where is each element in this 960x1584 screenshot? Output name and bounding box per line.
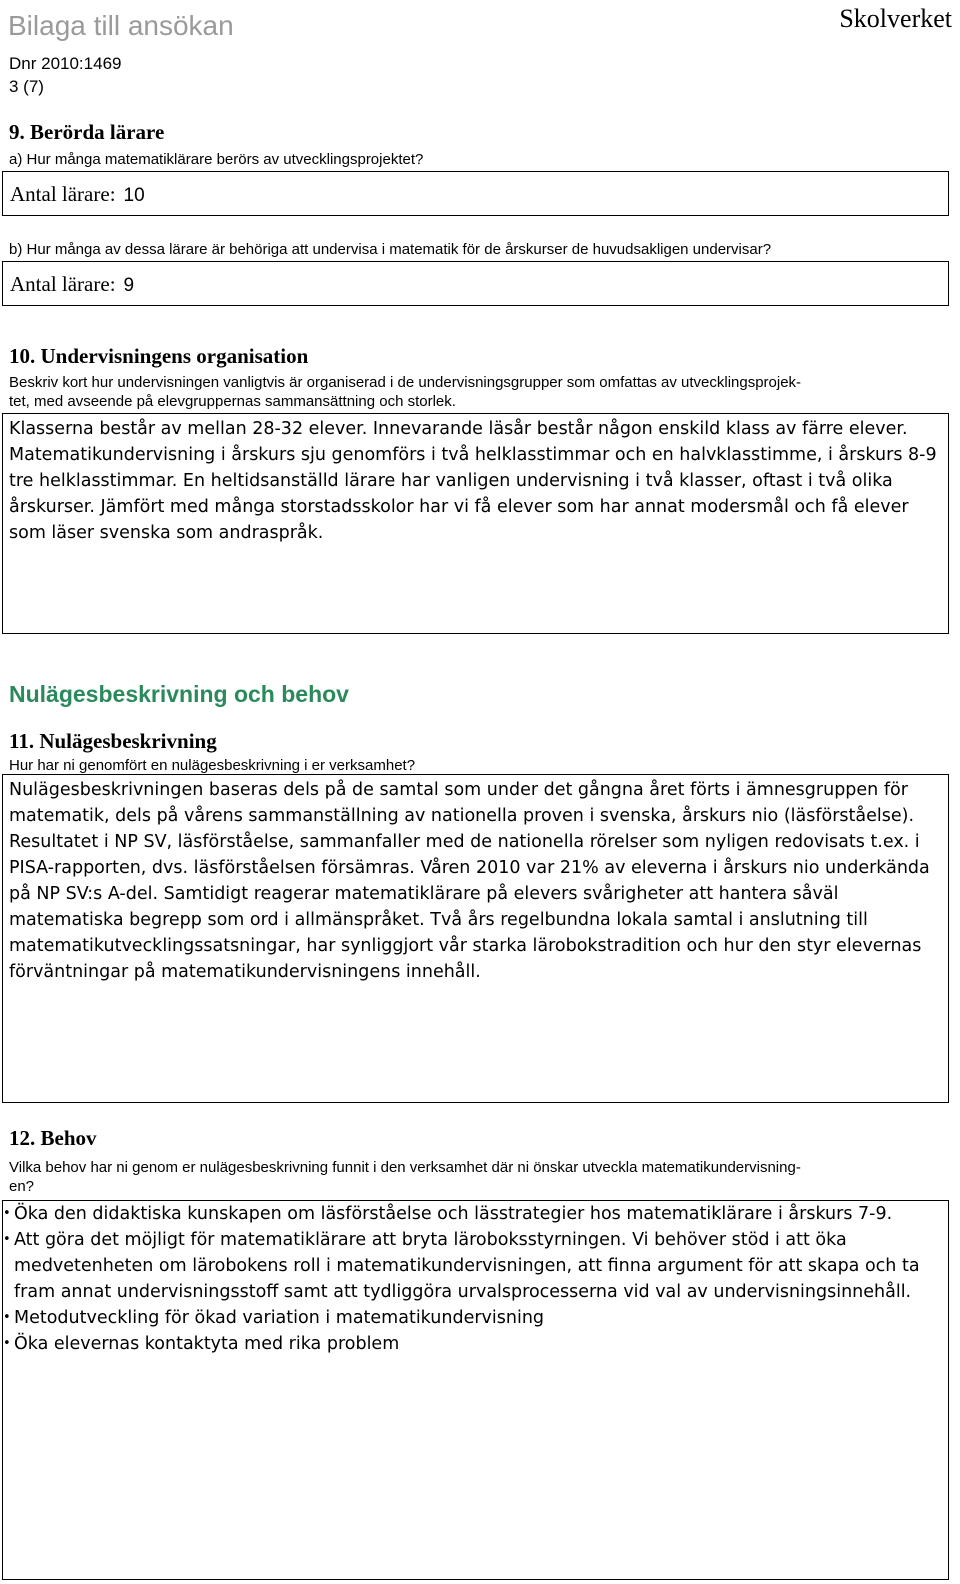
organisation-answer-text: Klasserna består av mellan 28-32 elever. Innevarande läsår består någon enskild klass av färre elever. Matematikundervisning i årskurs sju genomförs i två helklasstimmar och en halvklasstimme, i årskurs 8-9 tre helklasstimmar. En heltidsanställd lärare har vanligen undervisning i två klasser, oftast i två olika årskurser. Jämfört med många storstadsskolor har vi få elever som har annat modersmål och få elever som läser svenska som andraspråk. bbox=[9, 419, 937, 543]
document-number: Dnr 2010:1469 bbox=[9, 54, 122, 73]
header-title: Bilaga till ansökan bbox=[8, 10, 234, 41]
section-12-heading: 12. Behov bbox=[9, 1126, 97, 1150]
needs-answer-box[interactable] bbox=[2, 1200, 949, 1580]
organisation-answer-box[interactable] bbox=[2, 413, 949, 634]
question-10-line-1: Beskriv kort hur undervisningen vanligtvis är organiserad i de undervisningsgrupper som omfattas av utvecklingsprojek- bbox=[9, 374, 802, 391]
teacher-count-value-a: 10 bbox=[123, 185, 145, 206]
page-number: 3 (7) bbox=[9, 77, 44, 96]
question-9a: a) Hur många matematiklärare berörs av utvecklingsprojektet? bbox=[9, 151, 424, 168]
current-state-answer-box[interactable] bbox=[2, 774, 949, 1103]
question-12-line-1: Vilka behov har ni genom er nulägesbeskrivning funnit i den verksamhet där ni önskar utveckla matematikundervisning- bbox=[9, 1159, 801, 1176]
needs-list-item: • Öka elevernas kontaktyta med rika problem bbox=[3, 1331, 948, 1357]
brand-name: Skolverket bbox=[839, 4, 952, 33]
question-10-line-2: tet, med avseende på elevgruppernas sammansättning och storlek. bbox=[9, 393, 456, 410]
question-11: Hur har ni genomfört en nulägesbeskrivning i er verksamhet? bbox=[9, 757, 416, 774]
section-group-heading: Nulägesbeskrivning och behov bbox=[9, 681, 349, 707]
section-9-heading: 9. Berörda lärare bbox=[9, 120, 165, 144]
section-11-heading: 11. Nulägesbeskrivning bbox=[9, 729, 217, 753]
question-9b: b) Hur många av dessa lärare är behöriga att undervisa i matematik för de årskurser de huvudsakligen undervisar? bbox=[9, 241, 772, 258]
current-state-answer-text: Nulägesbeskrivningen baseras dels på de samtal som under det gångna året förts i ämnesgruppen för matematik, dels på vårens sammanställning av nationella proven i svenska, årskurs nio (läsförståelse). Resultatet i NP SV, läsförståelse, sammanfaller med de nationella rörelser som nyligen redovisats t.ex. i PISA-rapporten, dvs. läsförståelsen försämras. Våren 2010 var 21% av eleverna i årskurs nio underkända på NP SV:s A-del. Samtidigt reagerar matematiklärare på elevers svårigheter att hantera såväl matematiska begrepp som ord i allmänspråket. Två års regelbundna lokala samtal i anslutning till matematikutvecklingssatsningar, har synliggjort vår starka lärobokstradition och hur den styr elevernas förväntningar på matematikundervisningens innehåll. bbox=[9, 780, 930, 982]
teacher-count-label-b: Antal lärare: bbox=[10, 272, 116, 296]
needs-list-item: • Metodutveckling för ökad variation i matematikundervisning bbox=[3, 1305, 948, 1331]
needs-list bbox=[3, 1201, 948, 1357]
teacher-count-field-a[interactable] bbox=[2, 171, 949, 216]
question-12-line-2: en? bbox=[9, 1178, 35, 1195]
section-10-heading: 10. Undervisningens organisation bbox=[9, 344, 309, 368]
teacher-count-field-b[interactable] bbox=[2, 261, 949, 306]
teacher-count-label-a: Antal lärare: bbox=[10, 182, 116, 206]
needs-list-item: • Öka den didaktiska kunskapen om läsförståelse och lässtrategier hos matematiklärare i årskurs 7-9. bbox=[3, 1201, 948, 1227]
teacher-count-value-b: 9 bbox=[123, 275, 135, 296]
needs-list-item: • Att göra det möjligt för matematiklärare att bryta läroboksstyrningen. Vi behöver stöd i att öka medvetenheten om lärobokens roll i matematikundervisningen, att finna argument för att skapa och ta fram annat undervisningsstoff samt att tydliggöra urvalsprocesserna vid val av undervisningsinnehåll. bbox=[3, 1227, 948, 1305]
